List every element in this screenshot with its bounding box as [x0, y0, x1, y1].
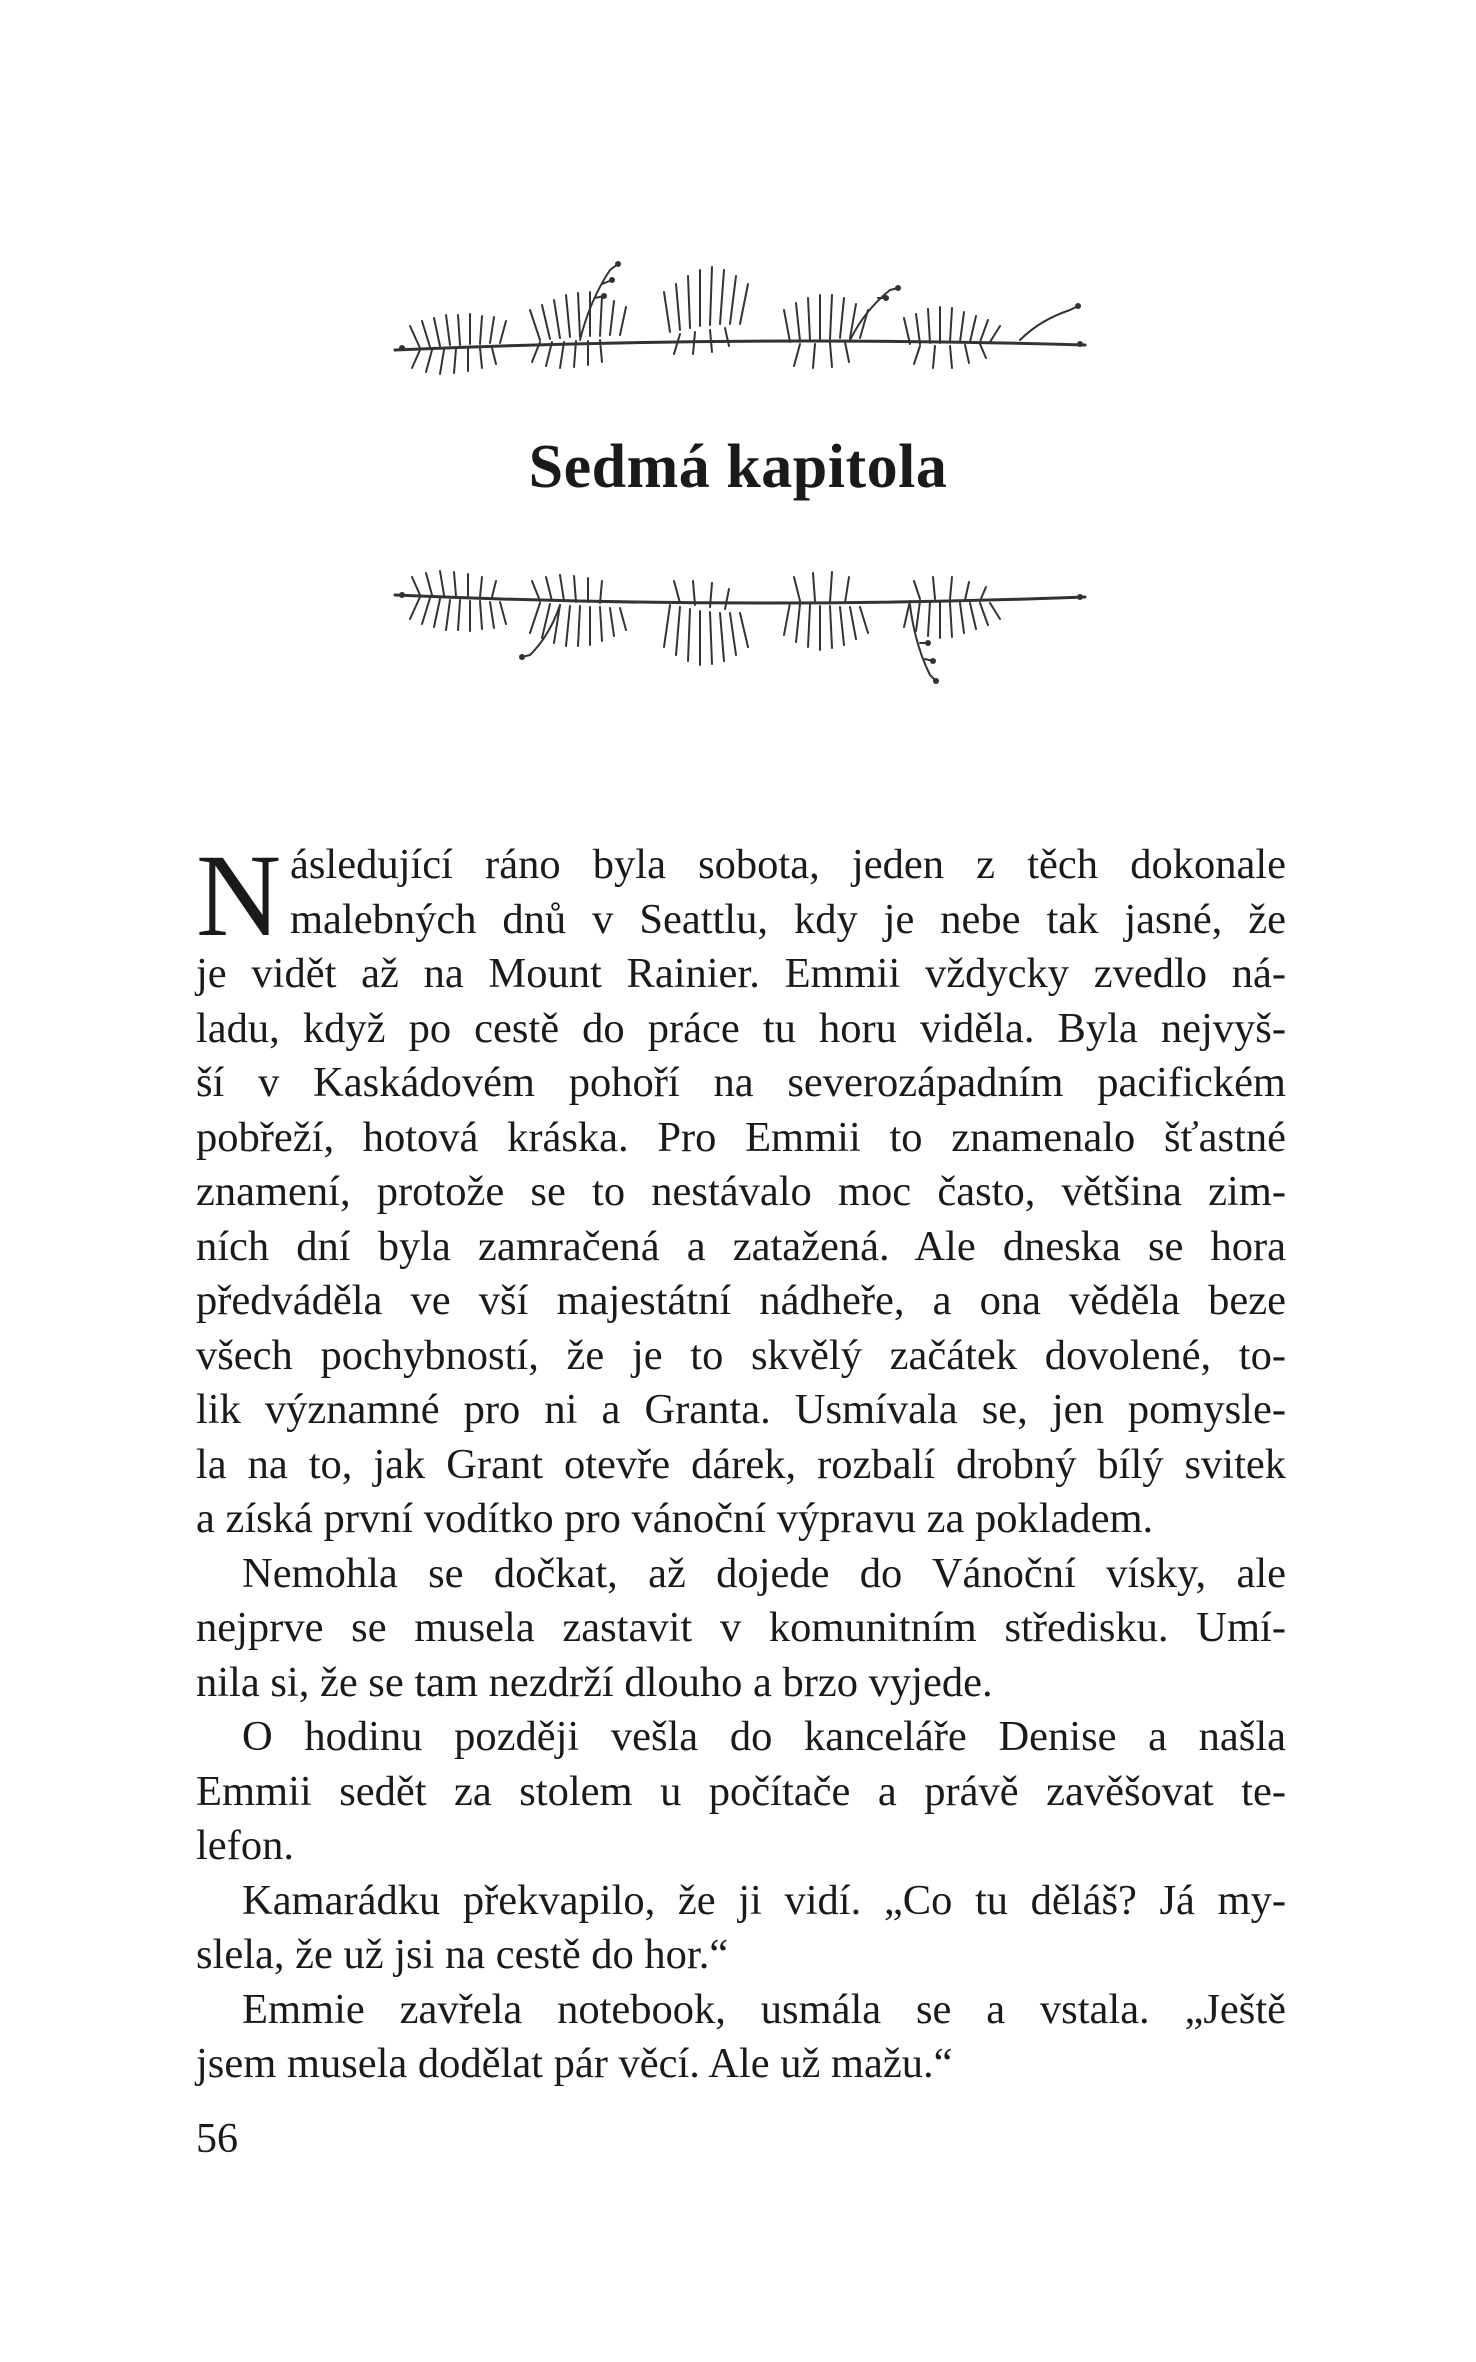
- text-line: znamení, protože se to nestávalo moc často, většina zim-: [196, 1168, 1286, 1215]
- drop-cap: N: [196, 830, 282, 961]
- text-line: Emmie zavřela notebook, usmála se a vstala. „Ještě: [242, 1985, 1286, 2033]
- text-line: malebných dnů v Seattlu, kdy je nebe tak jasné, že: [290, 895, 1286, 943]
- text-line: lefon.: [196, 1822, 294, 1869]
- pine-garland-bottom-ornament: [380, 535, 1100, 705]
- text-line: a získá první vodítko pro vánoční výpravu za pokladem.: [196, 1495, 1154, 1542]
- text-line: O hodinu později vešla do kanceláře Denise a našla: [242, 1713, 1286, 1760]
- text-line: slela, že už jsi na cestě do hor.“: [196, 1931, 729, 1978]
- text-line: la na to, jak Grant otevře dárek, rozbalí drobný bílý svitek: [196, 1440, 1286, 1488]
- text-line: Nemohla se dočkat, až dojede do Vánoční vísky, ale: [242, 1549, 1286, 1597]
- paragraph-5: [196, 1983, 1286, 2092]
- text-line: všech pochybností, že je to skvělý začátek dovolené, to-: [196, 1331, 1286, 1379]
- paragraph-3: [196, 1710, 1286, 1874]
- page-number: 56: [196, 2116, 238, 2162]
- text-line: nejprve se musela zastavit v komunitním středisku. Umí-: [196, 1604, 1286, 1651]
- text-line: Kamarádku překvapilo, že ji vidí. „Co tu děláš? Já my-: [242, 1876, 1286, 1924]
- chapter-title: Sedmá kapitola: [528, 433, 948, 501]
- paragraph-4: [196, 1874, 1286, 1983]
- text-line: pobřeží, hotová kráska. Pro Emmii to znamenalo šťastné: [196, 1113, 1286, 1161]
- pine-garland-top-ornament: [380, 240, 1100, 410]
- text-line: předváděla ve vší majestátní nádheře, a ona věděla beze: [196, 1277, 1286, 1324]
- text-line: Emmii sedět za stolem u počítače a právě zavěšovat te-: [196, 1767, 1286, 1815]
- text-line: ásledující ráno byla sobota, jeden z těch dokonale: [290, 841, 1286, 888]
- text-line: lik významné pro ni a Granta. Usmívala se, jen pomysle-: [196, 1386, 1286, 1433]
- text-line: je vidět až na Mount Rainier. Emmii vždycky zvedlo ná-: [196, 950, 1286, 997]
- chapter-body: [196, 830, 1286, 2092]
- text-line: ší v Kaskádovém pohoří na severozápadním pacifickém: [196, 1059, 1286, 1106]
- text-line: ladu, když po cestě do práce tu horu viděla. Byla nejvyš-: [196, 1004, 1286, 1052]
- text-line: jsem musela dodělat pár věcí. Ale už mažu.“: [196, 2040, 953, 2087]
- paragraph-1: [196, 830, 1286, 1547]
- text-line: nila si, že se tam nezdrží dlouho a brzo vyjede.: [196, 1658, 993, 1706]
- text-line: ních dní byla zamračená a zatažená. Ale dneska se hora: [196, 1222, 1286, 1270]
- paragraph-2: [196, 1547, 1286, 1711]
